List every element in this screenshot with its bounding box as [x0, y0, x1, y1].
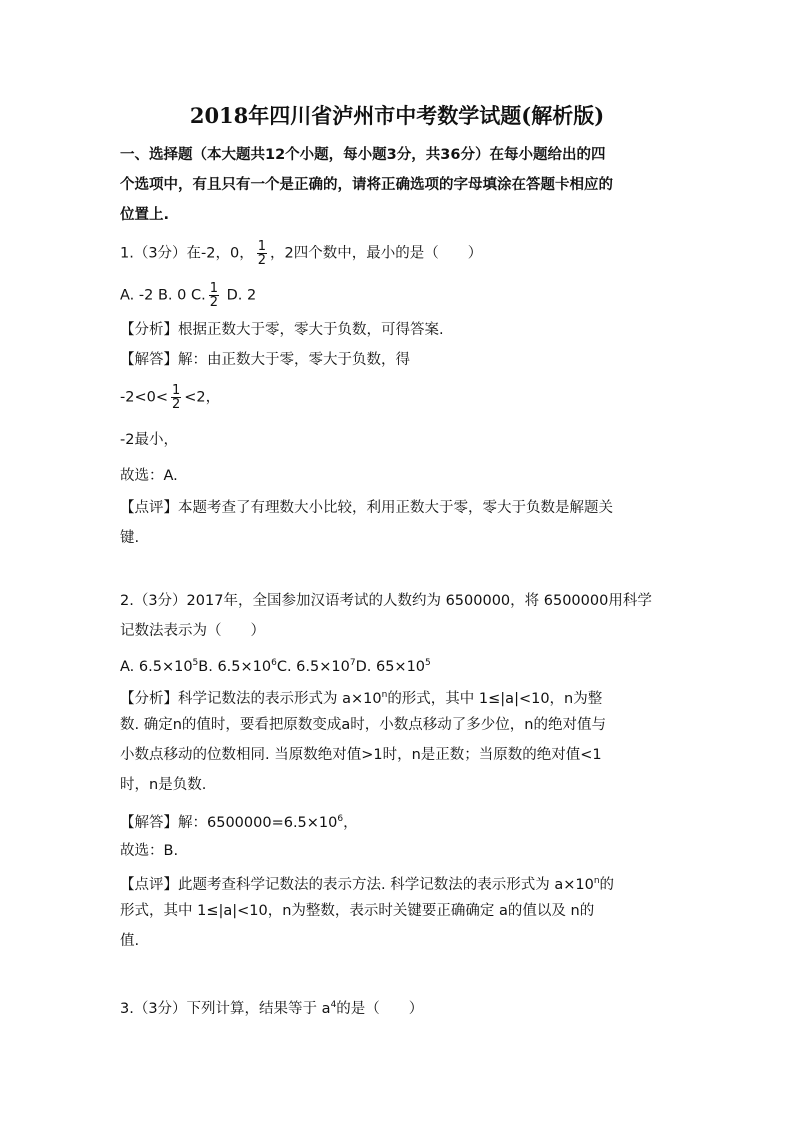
- q2-option-d-exponent: 5: [425, 658, 431, 668]
- q1-option-c-fraction: [209, 282, 219, 309]
- q2-option-a-exponent: 5: [192, 658, 199, 668]
- analysis-label: 【分析】: [120, 322, 178, 338]
- fraction-numerator: 1: [171, 383, 181, 398]
- q2-analysis-text-1b: 的形式，其中 1≤|a|<10，n为整: [387, 690, 603, 707]
- q3-stem: [120, 995, 423, 1019]
- q2-comment-line-3: 值.: [120, 933, 140, 949]
- q1-inequality-fraction: [171, 384, 181, 411]
- q1-options-text-a: A. -2 B. 0 C.: [120, 287, 206, 304]
- fraction-denominator: 2: [209, 295, 218, 310]
- q2-stem-line-1: 2.（3分）2017年，全国参加汉语考试的人数约为 6500000，将 6500000用科学: [120, 593, 652, 609]
- q3-stem-exponent: 4: [330, 1000, 337, 1010]
- q2-comment-line-2: 形式，其中 1≤|a|<10，n为整数，表示时关键要正确确定 a的值以及 n的: [120, 903, 595, 919]
- section-heading-line-1: 一、选择题（本大题共12个小题，每小题3分，共36分）在每小题给出的四: [120, 147, 606, 163]
- q1-options-text-b: D. 2: [226, 287, 257, 304]
- section-heading-line-3: 位置上.: [120, 207, 170, 223]
- q2-option-c-exponent: 7: [349, 658, 356, 668]
- answer-label: 【解答】: [120, 814, 178, 831]
- q1-stem-text-b: ，2四个数中，最小的是（ ）: [270, 245, 483, 262]
- fraction-numerator: 1: [209, 281, 218, 296]
- q2-answer-exponent: 6: [337, 814, 344, 824]
- comment-label: 【点评】: [120, 500, 178, 516]
- q2-analysis-line-2: 数. 确定n的值时，要看把原数变成a时，小数点移动了多少位，n的绝对值与: [120, 717, 606, 733]
- q2-comment-text-1b: 的: [599, 876, 615, 893]
- q2-answer-text-a: 解：6500000=6.5×10: [178, 814, 338, 831]
- q2-option-d: D. 65×10: [355, 658, 426, 675]
- q1-comment: [120, 498, 613, 518]
- q2-option-b: B. 6.5×10: [198, 658, 272, 675]
- q1-options: [120, 282, 256, 309]
- q1-answer: [120, 350, 410, 370]
- q2-analysis-line-3: 小数点移动的位数相同. 当原数绝对值>1时，n是正数；当原数的绝对值<1: [120, 747, 602, 763]
- q2-analysis: [120, 685, 602, 709]
- q3-stem-text-a: 3.（3分）下列计算，结果等于 a: [120, 1000, 331, 1017]
- q1-stem-text-a: 1.（3分）在-2，0，: [120, 245, 254, 262]
- fraction-denominator: 2: [171, 397, 181, 412]
- q2-choice: 故选：B.: [120, 843, 179, 859]
- q1-answer-text: 解：由正数大于零，零大于负数，得: [178, 352, 410, 368]
- q2-comment: [120, 871, 614, 895]
- q1-analysis: [120, 320, 444, 340]
- answer-label: 【解答】: [120, 352, 178, 368]
- section-heading-line-2: 个选项中，有且只有一个是正确的，请将正确选项的字母填涂在答题卡相应的: [120, 177, 613, 193]
- q1-analysis-text: 根据正数大于零，零大于负数，可得答案.: [178, 322, 444, 338]
- q2-options: [120, 653, 431, 677]
- analysis-label: 【分析】: [120, 690, 178, 707]
- q2-answer-text-b: ，: [343, 814, 358, 831]
- q1-choice: 故选：A.: [120, 468, 178, 484]
- fraction-denominator: 2: [257, 253, 267, 268]
- q1-min-line: -2最小，: [120, 432, 178, 448]
- q2-analysis-line-4: 时，n是负数.: [120, 777, 207, 793]
- q3-stem-text-b: 的是（ ）: [336, 1000, 424, 1017]
- page-title: 2018年四川省泸州市中考数学试题(解析版): [189, 103, 605, 128]
- q1-comment-text-1: 本题考查了有理数大小比较，利用正数大于零，零大于负数是解题关: [178, 500, 613, 516]
- q2-stem-line-2: 记数法表示为（ ）: [120, 623, 265, 639]
- q1-stem-fraction: [257, 240, 267, 267]
- q2-comment-text-1a: 此题考查科学记数法的表示方法. 科学记数法的表示形式为 a×10: [178, 876, 594, 893]
- q2-analysis-exponent: n: [381, 690, 388, 700]
- q1-inequality-text-b: <2，: [184, 389, 221, 406]
- fraction-numerator: 1: [257, 239, 267, 254]
- q1-stem: [120, 240, 482, 267]
- q2-option-a: A. 6.5×10: [120, 658, 193, 675]
- q2-answer: [120, 809, 358, 833]
- q2-option-b-exponent: 6: [271, 658, 277, 668]
- q2-analysis-text-1a: 科学记数法的表示形式为 a×10: [178, 690, 382, 707]
- q1-comment-line-2: 键.: [120, 530, 140, 546]
- q2-option-c: C. 6.5×10: [276, 658, 350, 675]
- q1-inequality-text-a: -2<0<: [120, 389, 168, 406]
- q2-comment-exponent: n: [593, 876, 600, 886]
- q1-inequality: [120, 384, 220, 411]
- comment-label: 【点评】: [120, 876, 178, 893]
